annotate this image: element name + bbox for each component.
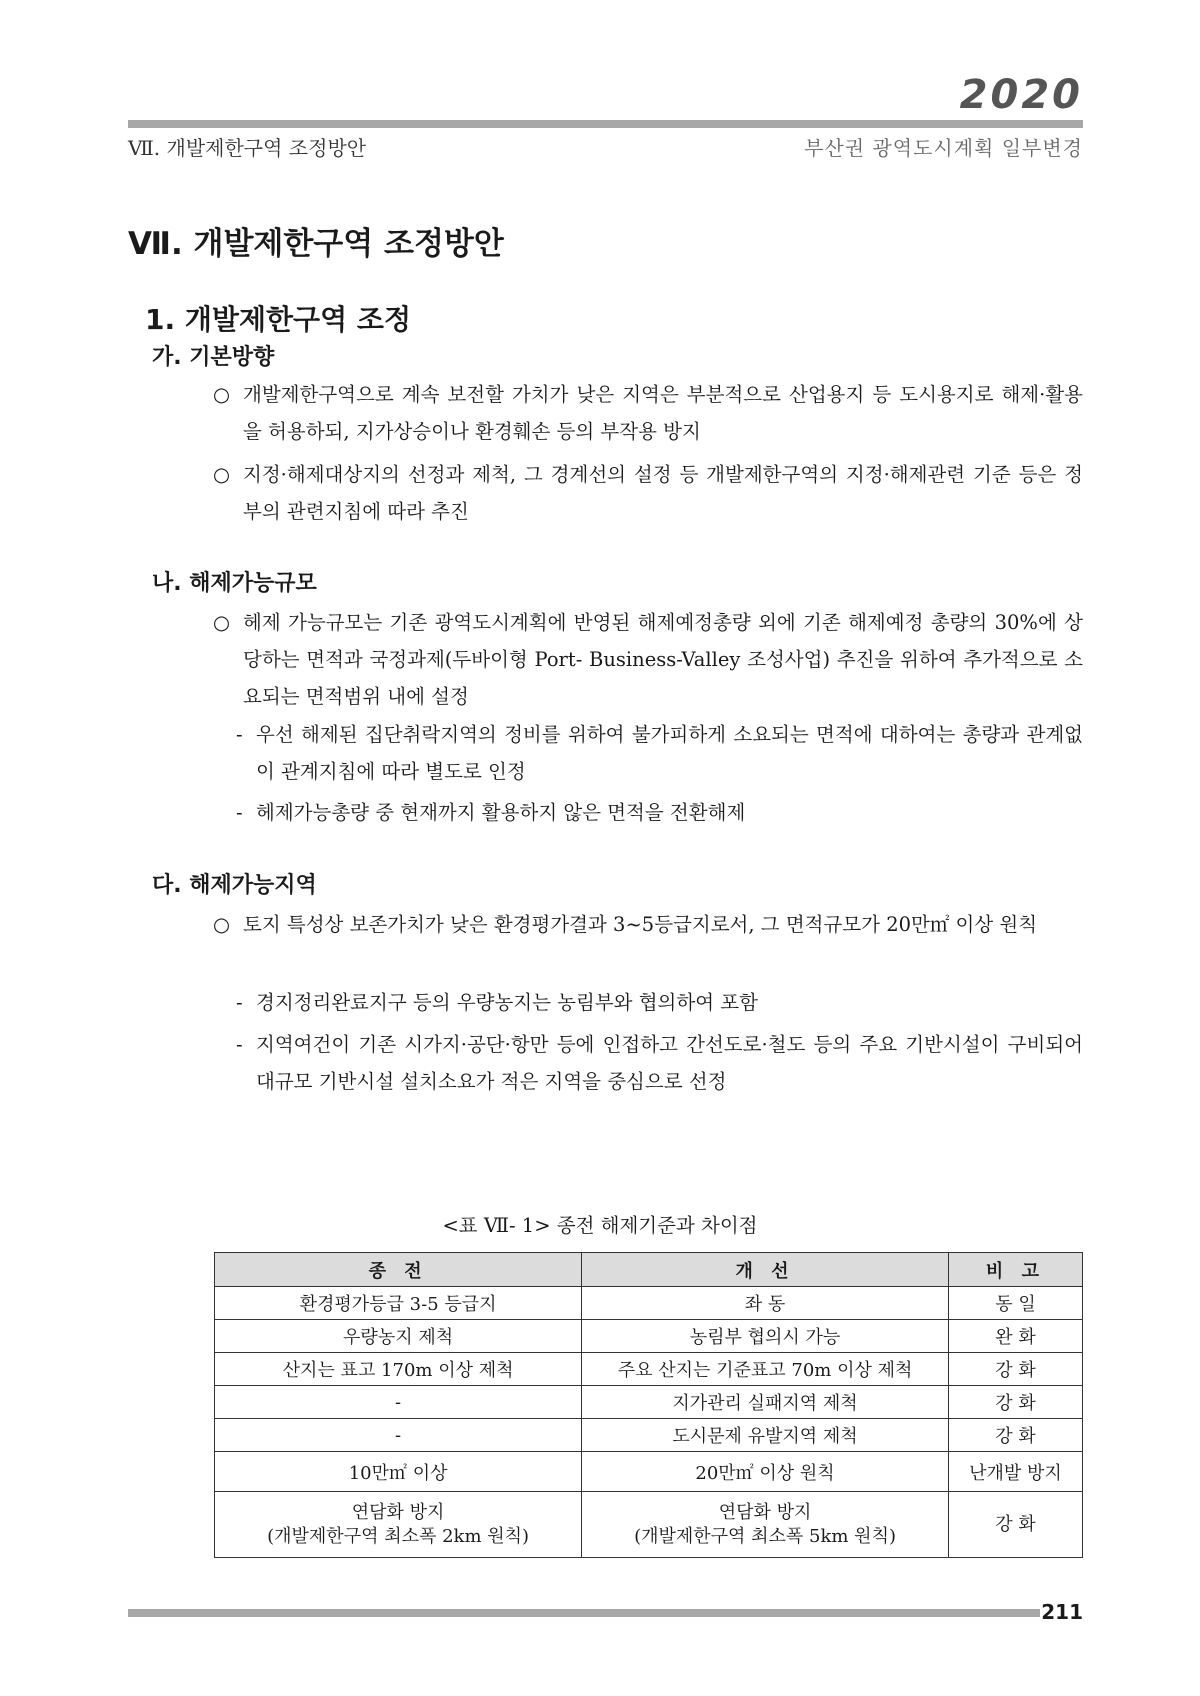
circle-bullet-icon: ○ [213, 611, 231, 634]
section-title: 1. 개발제한구역 조정 [145, 303, 412, 336]
header-rule [128, 120, 1083, 128]
table-cell: 지가관리 실패지역 제척 [582, 1386, 949, 1419]
table-cell: 완 화 [948, 1320, 1082, 1353]
header-document-title: 부산권 광역도시계획 일부변경 [804, 136, 1083, 160]
subsection-title-release-scale: 나. 해제가능규모 [152, 571, 317, 596]
table-header-row [215, 1253, 1083, 1287]
table-cell: 주요 산지는 기준표고 70m 이상 제척 [582, 1353, 949, 1386]
column-header-previous: 종 전 [215, 1253, 582, 1287]
subsection-title-release-area: 다. 해제가능지역 [152, 873, 317, 898]
cell-line: (개발제한구역 최소폭 5km 원칙) [634, 1525, 896, 1547]
table-row [215, 1492, 1083, 1558]
table-cell: - [215, 1419, 582, 1452]
table-cell: - [215, 1386, 582, 1419]
table-row [215, 1353, 1083, 1386]
dash-item [236, 716, 1083, 790]
dash-bullet-icon: - [236, 801, 243, 824]
table-cell [215, 1492, 582, 1558]
dash-text: 헤제가능총량 중 현재까지 활용하지 않은 면적을 전환해제 [256, 801, 746, 824]
document-year: 2020 [959, 72, 1083, 118]
table-row [215, 1419, 1083, 1452]
table-cell: 동 일 [948, 1287, 1082, 1320]
bullet-text: 개발제한구역으로 계속 보전할 가치가 낮은 지역은 부분적으로 산업용지 등 도시용지로 해제·활용을 허용하되, 지가상승이나 환경훼손 등의 부작용 방지 [243, 383, 1083, 443]
cell-line: 연담화 방지 [351, 1501, 445, 1523]
dash-text: 지역여건이 기존 시가지·공단·항만 등에 인접하고 간선도로·철도 등의 주요 기반시설이 구비되어 대규모 기반시설 설치소요가 적은 지역을 중심으로 선정 [256, 1033, 1083, 1093]
subsection-title-basic-direction: 가. 기본방향 [152, 345, 275, 370]
dash-text: 우선 해제된 집단취락지역의 정비를 위하여 불가피하게 소요되는 면적에 대하여는 총량과 관계없이 관계지침에 따라 별도로 인정 [256, 723, 1083, 783]
chapter-title: Ⅶ. 개발제한구역 조정방안 [128, 226, 504, 262]
table-caption: <표 Ⅶ- 1> 종전 해제기준과 차이점 [442, 1214, 758, 1237]
table-row [215, 1320, 1083, 1353]
table-row [215, 1452, 1083, 1492]
table-cell: 20만㎡ 이상 원칙 [582, 1452, 949, 1492]
table-cell: 강 화 [948, 1492, 1082, 1558]
table-row [215, 1287, 1083, 1320]
table-cell: 강 화 [948, 1353, 1082, 1386]
table-cell: 우량농지 제척 [215, 1320, 582, 1353]
column-header-remarks: 비 고 [948, 1253, 1082, 1287]
table-cell: 강 화 [948, 1386, 1082, 1419]
table-row [215, 1386, 1083, 1419]
column-header-improved: 개 선 [582, 1253, 949, 1287]
table-cell: 도시문제 유발지역 제척 [582, 1419, 949, 1452]
comparison-table [214, 1252, 1083, 1558]
table-cell: 10만㎡ 이상 [215, 1452, 582, 1492]
table-cell: 환경평가등급 3-5 등급지 [215, 1287, 582, 1320]
bullet-text: 헤제 가능규모는 기존 광역도시계획에 반영된 해제예정총량 외에 기존 해제예정 총량의 30%에 상당하는 면적과 국정과제(두바이형 Port- Business-Valley 조성사업) 추진을 위하여 추가적으로 소요되는 면적범위 내에 설정 [243, 611, 1083, 708]
bullet-text: 토지 특성상 보존가치가 낮은 환경평가결과 3~5등급지로서, 그 면적규모가 20만㎡ 이상 원칙 [243, 913, 1038, 936]
dash-bullet-icon: - [236, 1033, 243, 1056]
table-cell: 난개발 방지 [948, 1452, 1082, 1492]
cell-line: 연담화 방지 [718, 1501, 812, 1523]
page-number: 211 [1041, 1600, 1083, 1624]
header-chapter-label: Ⅶ. 개발제한구역 조정방안 [128, 136, 367, 160]
bullet-item [213, 906, 1083, 943]
dash-item [236, 1026, 1083, 1100]
table-cell: 강 화 [948, 1419, 1082, 1452]
dash-bullet-icon: - [236, 991, 243, 1014]
table-cell [582, 1492, 949, 1558]
bullet-item [213, 604, 1083, 715]
circle-bullet-icon: ○ [213, 383, 231, 406]
dash-bullet-icon: - [236, 723, 243, 746]
bullet-text: 지정·해제대상지의 선정과 제척, 그 경계선의 설정 등 개발제한구역의 지정·해제관련 기준 등은 정부의 관련지침에 따라 추진 [243, 463, 1083, 523]
circle-bullet-icon: ○ [213, 463, 231, 486]
bullet-item [213, 456, 1083, 530]
footer-rule [128, 1609, 1040, 1617]
dash-item [236, 984, 1083, 1021]
table-cell: 산지는 표고 170m 이상 제척 [215, 1353, 582, 1386]
dash-text: 경지정리완료지구 등의 우량농지는 농림부와 협의하여 포함 [256, 991, 758, 1014]
dash-item [236, 794, 1083, 831]
circle-bullet-icon: ○ [213, 913, 231, 936]
bullet-item [213, 376, 1083, 450]
table-cell: 농림부 협의시 가능 [582, 1320, 949, 1353]
cell-line: (개발제한구역 최소폭 2km 원칙) [267, 1525, 530, 1547]
table-cell: 좌 동 [582, 1287, 949, 1320]
